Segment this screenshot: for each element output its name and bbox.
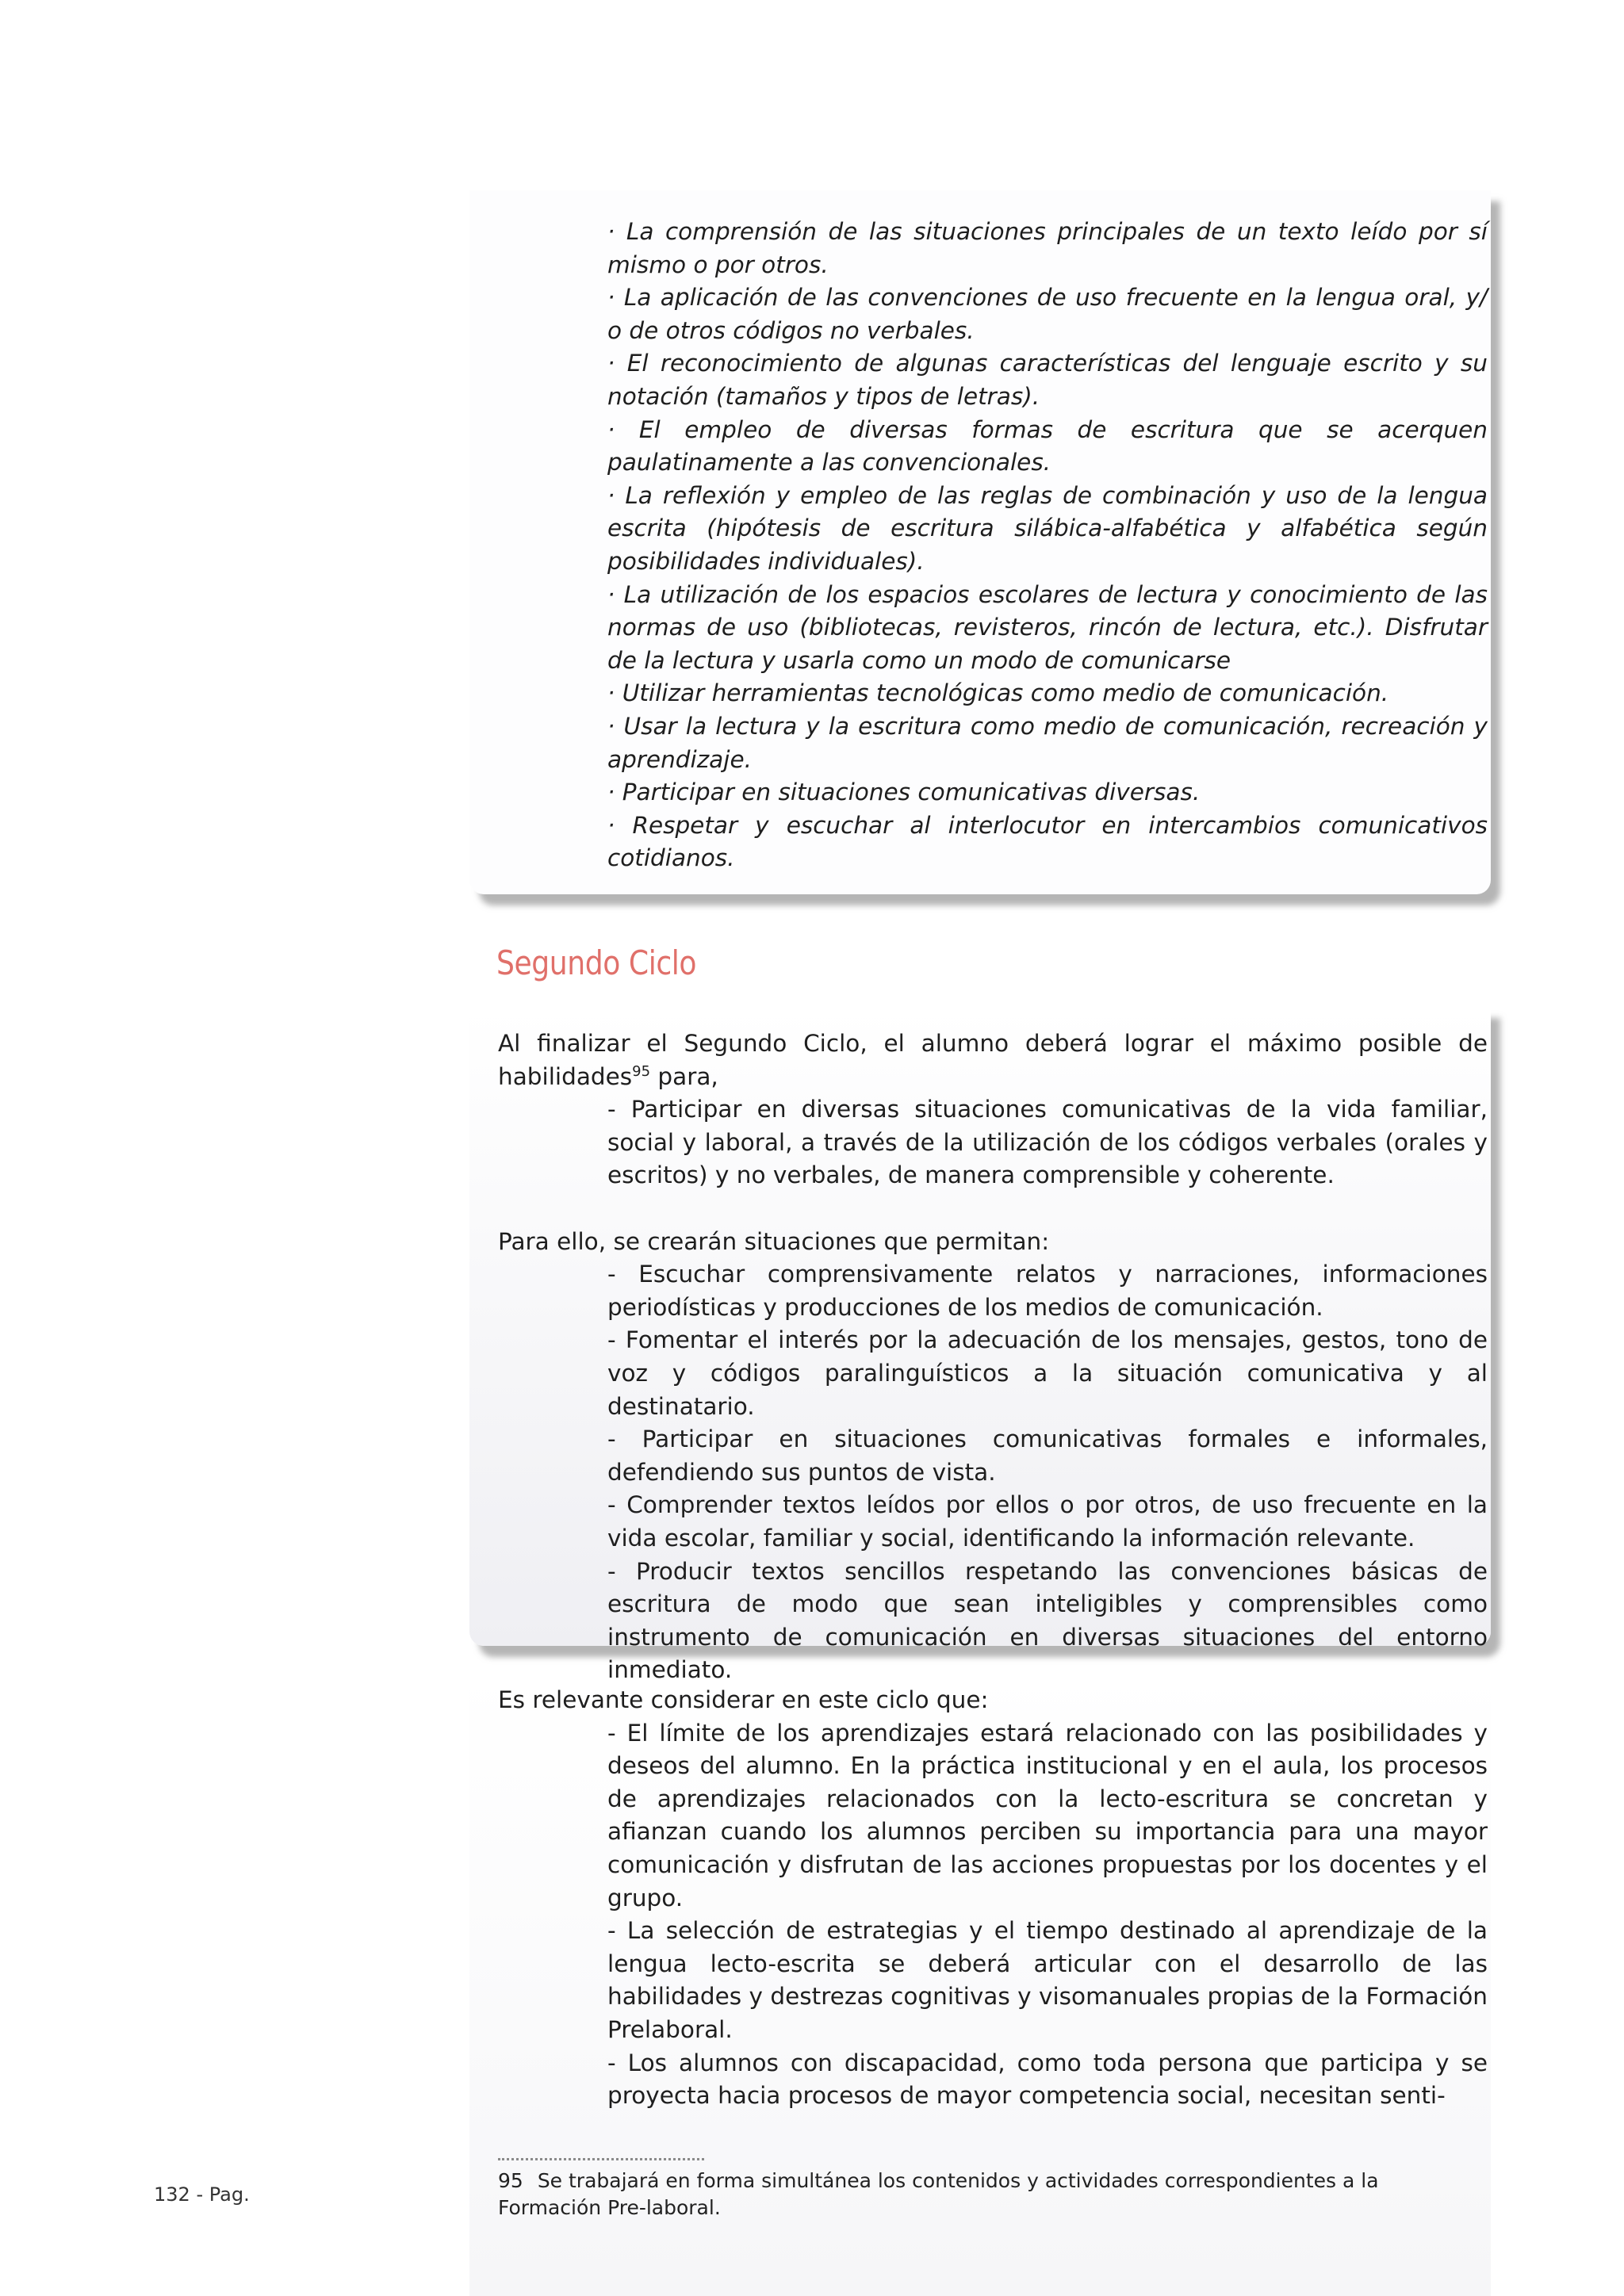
list-item: · El empleo de diversas formas de escritura que se acerquen paulatinamente a las convencionales.: [607, 415, 1488, 476]
intro-text: Al finalizar el Segundo Ciclo, el alumno deberá lograr el máximo posible de habilidades: [498, 1030, 1488, 1090]
footnote-separator: [498, 2158, 704, 2160]
list-item: · El reconocimiento de algunas características del lenguaje escrito y su notación (tamaños y tipos de letras).: [607, 350, 1488, 410]
list-item: - Los alumnos con discapacidad, como toda persona que participa y se proyecta hacia procesos de mayor competencia social, necesitan senti-: [607, 2049, 1488, 2110]
section-heading: Segundo Ciclo: [496, 943, 697, 982]
list-item: · La comprensión de las situaciones principales de un texto leído por sí mismo o por otros.: [607, 218, 1488, 278]
list-item: - Participar en diversas situaciones comunicativas de la vida familiar, social y laboral, a través de la utilización de los códigos verbales (orales y escritos) y no verbales, de manera comprensible y coherente.: [607, 1096, 1488, 1189]
footnote-number: 95: [498, 2169, 523, 2192]
footnote-ref: 95: [632, 1062, 651, 1080]
lead-paragraph: Para ello, se crearán situaciones que permitan:: [498, 1227, 1050, 1255]
considerations-block: [498, 1684, 1488, 2113]
list-item: · Participar en situaciones comunicativas diversas.: [607, 779, 1201, 806]
list-item: - Participar en situaciones comunicativas formales e informales, defendiendo sus puntos de vista.: [607, 1425, 1488, 1486]
lead-paragraph: Es relevante considerar en este ciclo que:: [498, 1686, 989, 1713]
list-item: - El límite de los aprendizajes estará relacionado con las posibilidades y deseos del alumno. En la práctica institucional y en el aula, los procesos de aprendizajes relacionados con la lecto-escritura se concretan y afianzan cuando los alumnos perciben su importancia para una mayor comunicación y disfrutan de las acciones propuestas por los docentes y el grupo.: [607, 1719, 1488, 1911]
list-item: - Escuchar comprensivamente relatos y narraciones, informaciones periodísticas y producciones de los medios de comunicación.: [607, 1261, 1488, 1321]
list-item: - Fomentar el interés por la adecuación de los mensajes, gestos, tono de voz y códigos paralinguísticos a la situación comunicativa y al destinatario.: [607, 1326, 1488, 1420]
first-cycle-list: [607, 216, 1488, 875]
list-item: · Utilizar herramientas tecnológicas como medio de comunicación.: [607, 679, 1389, 707]
list-item: · Usar la lectura y la escritura como medio de comunicación, recreación y aprendizaje.: [607, 712, 1488, 773]
second-cycle-intro: [498, 1027, 1488, 1687]
footnote-text: Se trabajará en forma simultánea los contenidos y actividades correspondientes a la Formación Pre-laboral.: [498, 2169, 1379, 2219]
list-item: · La reflexión y empleo de las reglas de combinación y uso de la lengua escrita (hipótesis de escritura silábica-alfabética y alfabética según posibilidades individuales).: [607, 481, 1488, 575]
list-item: - Comprender textos leídos por ellos o por otros, de uso frecuente en la vida escolar, familiar y social, identificando la información relevante.: [607, 1491, 1488, 1552]
list-item: · La aplicación de las convenciones de uso frecuente en la lengua oral, y/ o de otros códigos no verbales.: [607, 284, 1488, 344]
page-number: 132 - Pag.: [154, 2183, 250, 2206]
intro-tail: para,: [650, 1062, 718, 1090]
intro-paragraph: [498, 1027, 1488, 1093]
list-item: · Respetar y escuchar al interlocutor en intercambios comunicativos cotidianos.: [607, 811, 1488, 872]
footnote: [498, 2168, 1488, 2221]
list-item: - Producir textos sencillos respetando las convenciones básicas de escritura de modo que sean inteligibles y comprensibles como instrumento de comunicación en diversas situaciones del entorno inmediato.: [607, 1557, 1488, 1684]
list-item: · La utilización de los espacios escolares de lectura y conocimiento de las normas de uso (bibliotecas, revisteros, rincón de lectura, etc.). Disfrutar de la lectura y usarla como un modo de comunicarse: [607, 580, 1488, 674]
list-item: - La selección de estrategias y el tiempo destinado al aprendizaje de la lengua lecto-escrita se deberá articular con el desarrollo de las habilidades y destrezas cognitivas y visomanuales propias de la Formación Prelaboral.: [607, 1917, 1488, 2043]
